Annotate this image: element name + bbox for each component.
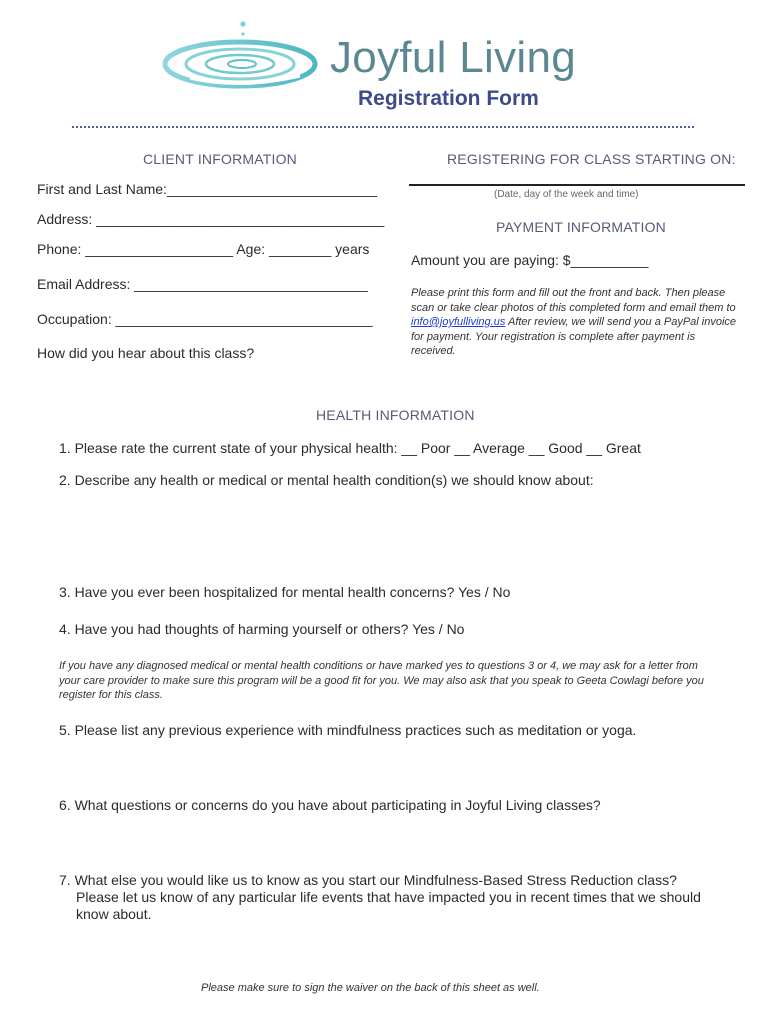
- question-5: 5. Please list any previous experience with mindfulness practices such as meditation or yoga.: [59, 722, 637, 738]
- question-1[interactable]: 1. Please rate the current state of your physical health: __ Poor __ Average __ Good __ Great: [59, 440, 641, 456]
- name-field[interactable]: First and Last Name:___________________________: [37, 181, 378, 197]
- referral-question: How did you hear about this class?: [37, 345, 255, 361]
- payment-instructions-text-end: After review, we will send you a PayPal invoice for payment. Your registration is complete after payment is received.: [411, 316, 737, 357]
- question-2: 2. Describe any health or medical or mental health condition(s) we should know about:: [59, 472, 594, 488]
- header-divider: [72, 126, 694, 128]
- client-info-heading: CLIENT INFORMATION: [143, 151, 297, 167]
- class-date-hint: (Date, day of the week and time): [494, 189, 639, 200]
- address-field[interactable]: Address: _____________________________________: [37, 211, 385, 227]
- health-info-heading: HEALTH INFORMATION: [316, 407, 475, 423]
- footer-note: Please make sure to sign the waiver on the back of this sheet as well.: [201, 982, 540, 994]
- class-date-line[interactable]: [409, 184, 745, 186]
- payment-amount-field[interactable]: Amount you are paying: $__________: [411, 252, 649, 268]
- email-link[interactable]: info@joyfulliving.us: [411, 316, 506, 328]
- payment-instructions-text: Please print this form and fill out the front and back. Then please scan or take clear photos of this completed form and email them to: [411, 287, 736, 314]
- water-ripple-logo: [160, 18, 325, 98]
- brand-title: Joyful Living: [330, 33, 577, 82]
- payment-instructions: [411, 286, 739, 359]
- class-start-heading: REGISTERING FOR CLASS STARTING ON:: [447, 151, 736, 167]
- phone-age-field[interactable]: Phone: ___________________ Age: ________ years: [37, 241, 370, 257]
- question-3[interactable]: 3. Have you ever been hospitalized for mental health concerns? Yes / No: [59, 584, 511, 600]
- question-6: 6. What questions or concerns do you have about participating in Joyful Living classes?: [59, 797, 601, 813]
- health-disclaimer: If you have any diagnosed medical or mental health conditions or have marked yes to questions 3 or 4, we may ask for a letter from your care provider to make sure this program will be a good fit for you. We may also ask that you speak to Geeta Cowlagi before you register for this class.: [59, 660, 704, 701]
- occupation-field[interactable]: Occupation: _________________________________: [37, 311, 373, 327]
- question-4[interactable]: 4. Have you had thoughts of harming yourself or others? Yes / No: [59, 621, 465, 637]
- email-field[interactable]: Email Address: ______________________________: [37, 276, 368, 292]
- question-7: 7. What else you would like us to know as you start our Mindfulness-Based Stress Reduction class? Please let us know of any particular life events that have impacted you in recent times that we should know about.: [59, 872, 701, 922]
- payment-info-heading: PAYMENT INFORMATION: [496, 219, 666, 235]
- form-title: Registration Form: [358, 87, 539, 110]
